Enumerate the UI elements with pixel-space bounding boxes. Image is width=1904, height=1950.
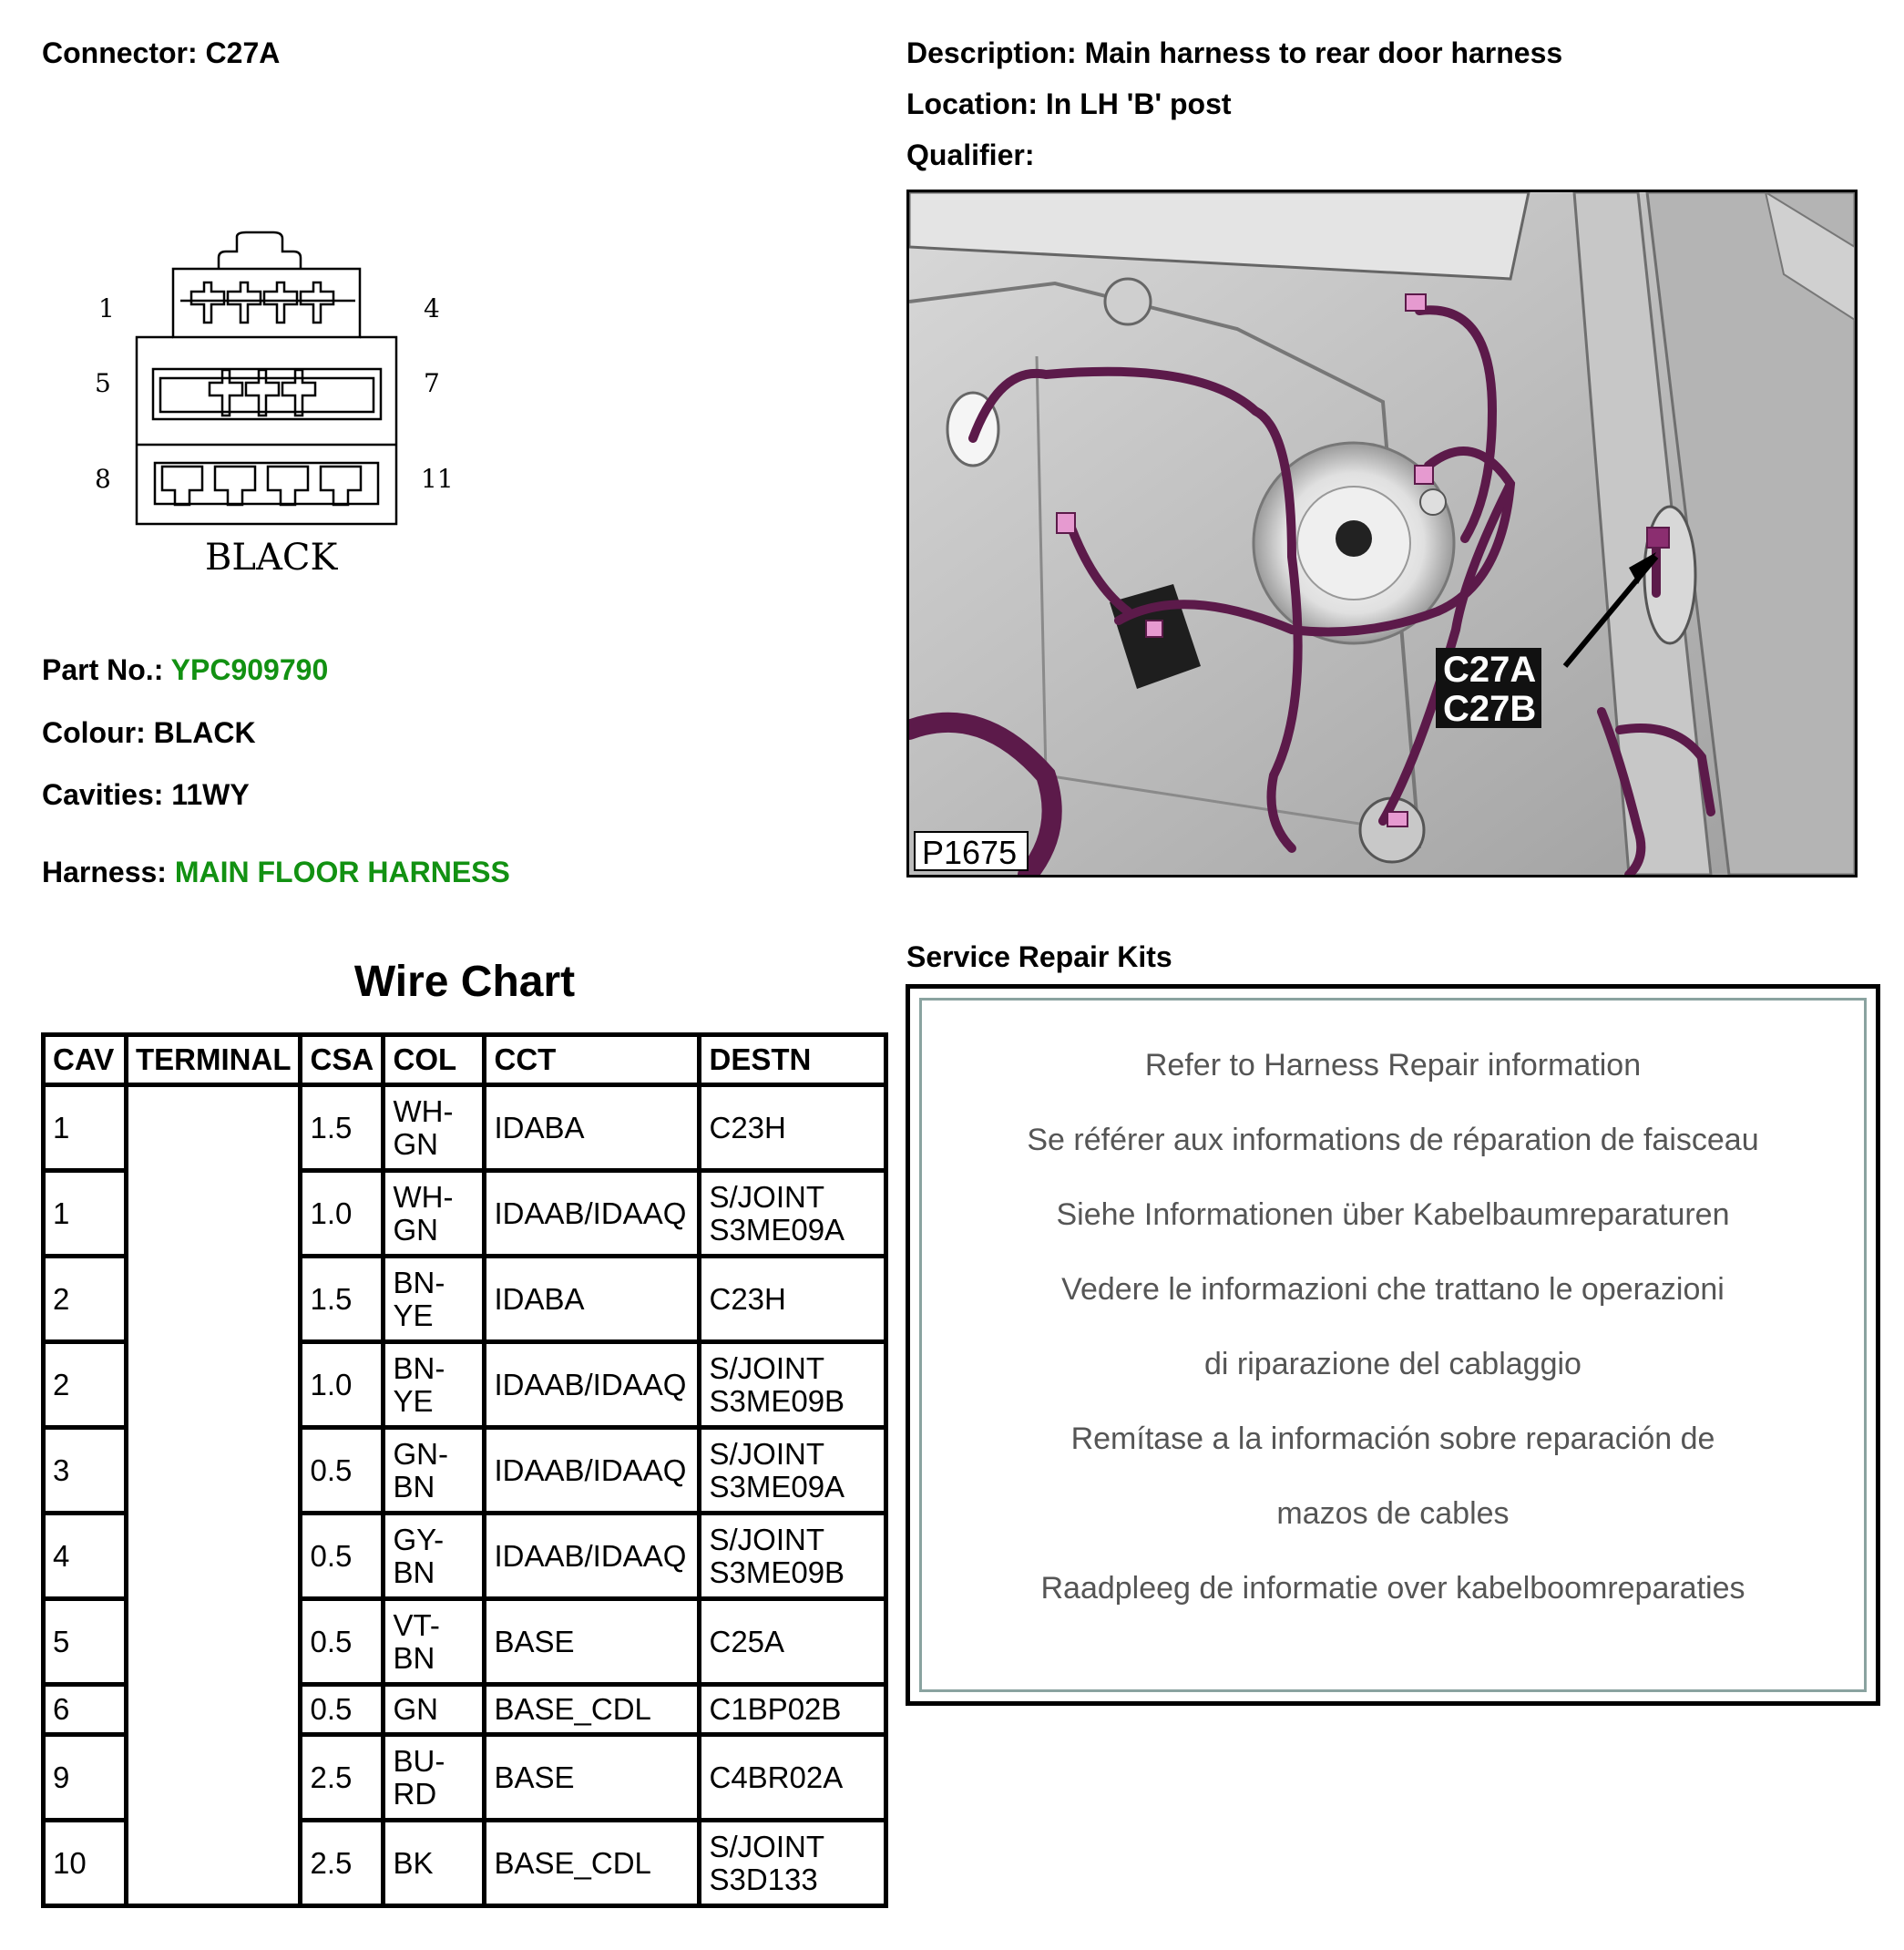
table-row bbox=[44, 1735, 886, 1821]
cell-col-line: VT- bbox=[393, 1607, 440, 1642]
cell-col-line: BN- bbox=[393, 1350, 445, 1385]
header-cct: CCT bbox=[485, 1035, 700, 1085]
cell-col-line: BN bbox=[393, 1469, 435, 1504]
part-number-field bbox=[42, 653, 328, 687]
cell-cct bbox=[485, 1171, 700, 1257]
cell-cct-line: IDAAB/IDAAQ bbox=[494, 1196, 687, 1230]
kit-line-de: Siehe Informationen über Kabelbaumreparaturen bbox=[1056, 1197, 1730, 1232]
cell-destn bbox=[700, 1085, 886, 1171]
cell-cav-line: 9 bbox=[53, 1760, 70, 1794]
cell-cct bbox=[485, 1428, 700, 1514]
cell-cct-line: IDABA bbox=[494, 1281, 585, 1316]
cell-terminal bbox=[127, 1428, 301, 1514]
table-row bbox=[44, 1514, 886, 1599]
cell-csa bbox=[301, 1514, 384, 1599]
cell-cct-line: BASE_CDL bbox=[494, 1692, 651, 1726]
cell-csa-line: 2.5 bbox=[310, 1760, 353, 1794]
callout-c27a: C27A bbox=[1443, 650, 1537, 690]
kit-line-es-1: Remítase a la información sobre reparación de bbox=[1070, 1421, 1715, 1456]
table-row bbox=[44, 1428, 886, 1514]
cell-cav bbox=[44, 1599, 127, 1685]
harness-link[interactable]: MAIN FLOOR HARNESS bbox=[174, 856, 510, 888]
cell-destn-line: S/JOINT bbox=[709, 1436, 824, 1471]
cell-cct bbox=[485, 1735, 700, 1821]
cell-cct bbox=[485, 1821, 700, 1906]
table-row bbox=[44, 1599, 886, 1685]
cell-terminal bbox=[127, 1257, 301, 1342]
cell-cct-line: BASE_CDL bbox=[494, 1845, 651, 1880]
cell-destn-line: C25A bbox=[709, 1624, 785, 1658]
pin-label-11: 11 bbox=[421, 464, 454, 494]
cell-col bbox=[384, 1428, 485, 1514]
cell-cav bbox=[44, 1685, 127, 1735]
cell-terminal bbox=[127, 1085, 301, 1171]
cell-destn-line: S3ME09A bbox=[709, 1212, 845, 1247]
service-kits-title: Service Repair Kits bbox=[906, 940, 1172, 973]
cell-terminal bbox=[127, 1599, 301, 1685]
cell-csa-line: 0.5 bbox=[310, 1452, 353, 1487]
connector-field bbox=[42, 36, 280, 70]
table-row bbox=[44, 1821, 886, 1906]
terminal-row-top bbox=[180, 282, 355, 323]
cell-destn bbox=[700, 1428, 886, 1514]
cell-cct-line: BASE bbox=[494, 1624, 575, 1658]
cell-destn-line: S/JOINT bbox=[709, 1179, 824, 1214]
header-cav: CAV bbox=[44, 1035, 127, 1085]
cell-cav bbox=[44, 1735, 127, 1821]
wire-chart-header-row bbox=[44, 1035, 886, 1085]
table-row bbox=[44, 1085, 886, 1171]
cell-col bbox=[384, 1685, 485, 1735]
cell-destn bbox=[700, 1685, 886, 1735]
header-csa: CSA bbox=[301, 1035, 384, 1085]
colour-field bbox=[42, 716, 256, 750]
harness-label: Harness: bbox=[42, 856, 167, 888]
callout-c27b: C27B bbox=[1443, 689, 1537, 729]
connector-upper-body bbox=[173, 269, 360, 337]
kit-line-it-1: Vedere le informazioni che trattano le operazioni bbox=[1061, 1272, 1725, 1307]
cell-col-line: GY- bbox=[393, 1522, 445, 1556]
cell-csa-line: 0.5 bbox=[310, 1624, 353, 1658]
cell-terminal bbox=[127, 1685, 301, 1735]
cell-csa-line: 1.0 bbox=[310, 1196, 353, 1230]
location-label: Location: bbox=[906, 87, 1038, 120]
table-row bbox=[44, 1171, 886, 1257]
cell-col-line: YE bbox=[393, 1383, 434, 1418]
cell-cct bbox=[485, 1599, 700, 1685]
cell-cav-line: 6 bbox=[53, 1692, 70, 1726]
cell-cav bbox=[44, 1821, 127, 1906]
cell-destn bbox=[700, 1599, 886, 1685]
header-col: COL bbox=[384, 1035, 485, 1085]
cell-csa-line: 1.0 bbox=[310, 1367, 353, 1401]
photo-ref: P1675 bbox=[922, 834, 1018, 871]
cell-cav bbox=[44, 1085, 127, 1171]
cell-cct bbox=[485, 1514, 700, 1599]
cell-terminal bbox=[127, 1171, 301, 1257]
cell-destn-line: C1BP02B bbox=[709, 1692, 842, 1726]
cell-col bbox=[384, 1735, 485, 1821]
cavities-label: Cavities: bbox=[42, 778, 164, 811]
cell-cav-line: 1 bbox=[53, 1110, 70, 1144]
location-photo bbox=[906, 190, 1858, 878]
cell-csa bbox=[301, 1342, 384, 1428]
cell-col-line: BN bbox=[393, 1640, 435, 1675]
cell-destn-line: C4BR02A bbox=[709, 1760, 844, 1794]
cell-csa-line: 0.5 bbox=[310, 1692, 353, 1726]
cell-col-line: BK bbox=[393, 1845, 434, 1880]
harness-field bbox=[42, 856, 510, 889]
service-kits-panel bbox=[906, 984, 1880, 1706]
cell-destn-line: S3ME09B bbox=[709, 1383, 845, 1418]
cell-destn bbox=[700, 1821, 886, 1906]
cell-csa bbox=[301, 1821, 384, 1906]
cell-terminal bbox=[127, 1342, 301, 1428]
cell-col-line: BN- bbox=[393, 1265, 445, 1299]
cell-col-line: YE bbox=[393, 1298, 434, 1332]
cell-destn-line: S3ME09A bbox=[709, 1469, 845, 1504]
cavities-field bbox=[42, 778, 250, 812]
cell-csa-line: 1.5 bbox=[310, 1281, 353, 1316]
cell-terminal bbox=[127, 1514, 301, 1599]
cell-cct-line: IDAAB/IDAAQ bbox=[494, 1452, 687, 1487]
cell-col-line: GN- bbox=[393, 1436, 448, 1471]
cell-destn bbox=[700, 1342, 886, 1428]
cell-col-line: GN bbox=[393, 1212, 438, 1247]
location-field bbox=[906, 87, 1232, 121]
cell-csa bbox=[301, 1257, 384, 1342]
cell-csa bbox=[301, 1599, 384, 1685]
cell-col-line: BU- bbox=[393, 1743, 445, 1778]
cell-terminal bbox=[127, 1821, 301, 1906]
kit-line-es-2: mazos de cables bbox=[1276, 1496, 1510, 1531]
cell-cav-line: 3 bbox=[53, 1452, 70, 1487]
cell-cav bbox=[44, 1257, 127, 1342]
description-label: Description: bbox=[906, 36, 1077, 69]
cell-col bbox=[384, 1257, 485, 1342]
description-field bbox=[906, 36, 1562, 70]
cell-col bbox=[384, 1514, 485, 1599]
cell-destn-line: S/JOINT bbox=[709, 1350, 824, 1385]
cell-cct bbox=[485, 1685, 700, 1735]
cell-destn bbox=[700, 1171, 886, 1257]
cell-col-line: BN bbox=[393, 1555, 435, 1589]
connector-latch bbox=[219, 232, 301, 269]
cell-cav-line: 4 bbox=[53, 1538, 70, 1573]
cell-col-line: WH- bbox=[393, 1179, 454, 1214]
cell-destn bbox=[700, 1735, 886, 1821]
cell-cav-line: 1 bbox=[53, 1196, 70, 1230]
cell-destn-line: S3ME09B bbox=[709, 1555, 845, 1589]
cell-cav-line: 5 bbox=[53, 1624, 70, 1658]
cell-col bbox=[384, 1599, 485, 1685]
cell-cct-line: IDABA bbox=[494, 1110, 585, 1144]
colour-value: BLACK bbox=[153, 716, 256, 749]
description-value: Main harness to rear door harness bbox=[1084, 36, 1563, 69]
cell-csa bbox=[301, 1428, 384, 1514]
qualifier-field bbox=[906, 139, 1034, 172]
wire-chart-table bbox=[41, 1032, 888, 1908]
header-destn: DESTN bbox=[700, 1035, 886, 1085]
pin-label-1: 1 bbox=[98, 293, 115, 323]
cell-cct bbox=[485, 1085, 700, 1171]
connector-color-label: BLACK bbox=[205, 537, 338, 579]
cell-destn-line: S3D133 bbox=[709, 1862, 818, 1896]
kit-line-en: Refer to Harness Repair information bbox=[1144, 1048, 1642, 1083]
cell-csa bbox=[301, 1171, 384, 1257]
colour-label: Colour: bbox=[42, 716, 146, 749]
cell-terminal bbox=[127, 1735, 301, 1821]
cell-cct bbox=[485, 1257, 700, 1342]
cell-cct-line: IDAAB/IDAAQ bbox=[494, 1538, 687, 1573]
pin-label-4: 4 bbox=[424, 293, 440, 323]
pin-label-7: 7 bbox=[424, 368, 440, 398]
cell-cct-line: IDAAB/IDAAQ bbox=[494, 1367, 687, 1401]
cell-csa bbox=[301, 1085, 384, 1171]
cell-col bbox=[384, 1085, 485, 1171]
cell-csa bbox=[301, 1685, 384, 1735]
cell-cav-line: 2 bbox=[53, 1281, 70, 1316]
cell-col bbox=[384, 1171, 485, 1257]
cell-cct-line: BASE bbox=[494, 1760, 575, 1794]
wire-chart-title: Wire Chart bbox=[353, 958, 576, 1006]
table-row bbox=[44, 1257, 886, 1342]
cell-csa bbox=[301, 1735, 384, 1821]
cell-cav bbox=[44, 1342, 127, 1428]
cavities-value: 11WY bbox=[171, 778, 250, 811]
kit-line-nl: Raadpleeg de informatie over kabelboomreparaties bbox=[1040, 1571, 1745, 1606]
cell-col-line: GN bbox=[393, 1126, 438, 1161]
cell-col-line: RD bbox=[393, 1776, 437, 1811]
terminal-row-middle bbox=[153, 369, 381, 419]
cell-csa-line: 1.5 bbox=[310, 1110, 353, 1144]
connector-label: Connector: bbox=[42, 36, 198, 69]
cell-cav bbox=[44, 1171, 127, 1257]
kit-line-it-2: di riparazione del cablaggio bbox=[1204, 1347, 1582, 1381]
cell-col-line: WH- bbox=[393, 1093, 454, 1128]
cell-col bbox=[384, 1342, 485, 1428]
cell-destn bbox=[700, 1257, 886, 1342]
service-kits-inner bbox=[919, 998, 1867, 1692]
location-value: In LH 'B' post bbox=[1045, 87, 1232, 120]
connector-value: C27A bbox=[205, 36, 281, 69]
cell-destn bbox=[700, 1514, 886, 1599]
cell-cav-line: 10 bbox=[53, 1845, 87, 1880]
cell-col bbox=[384, 1821, 485, 1906]
cell-destn-line: S/JOINT bbox=[709, 1829, 824, 1863]
cell-destn-line: S/JOINT bbox=[709, 1522, 824, 1556]
cell-col-line: GN bbox=[393, 1692, 438, 1726]
kit-line-fr: Se référer aux informations de réparation de faisceau bbox=[1027, 1123, 1759, 1157]
terminal-row-bottom bbox=[155, 463, 378, 505]
pin-label-8: 8 bbox=[95, 464, 111, 494]
cell-cav bbox=[44, 1428, 127, 1514]
part-number-label: Part No.: bbox=[42, 653, 164, 686]
cell-destn-line: C23H bbox=[709, 1281, 786, 1316]
header-terminal: TERMINAL bbox=[127, 1035, 301, 1085]
part-number-link[interactable]: YPC909790 bbox=[170, 653, 329, 686]
connector-diagram bbox=[82, 228, 474, 592]
qualifier-label: Qualifier: bbox=[906, 139, 1035, 171]
pin-label-5: 5 bbox=[95, 368, 111, 398]
cell-cct bbox=[485, 1342, 700, 1428]
cell-cav bbox=[44, 1514, 127, 1599]
cell-destn-line: C23H bbox=[709, 1110, 786, 1144]
table-row bbox=[44, 1685, 886, 1735]
table-row bbox=[44, 1342, 886, 1428]
cell-cav-line: 2 bbox=[53, 1367, 70, 1401]
cell-csa-line: 2.5 bbox=[310, 1845, 353, 1880]
cell-csa-line: 0.5 bbox=[310, 1538, 353, 1573]
